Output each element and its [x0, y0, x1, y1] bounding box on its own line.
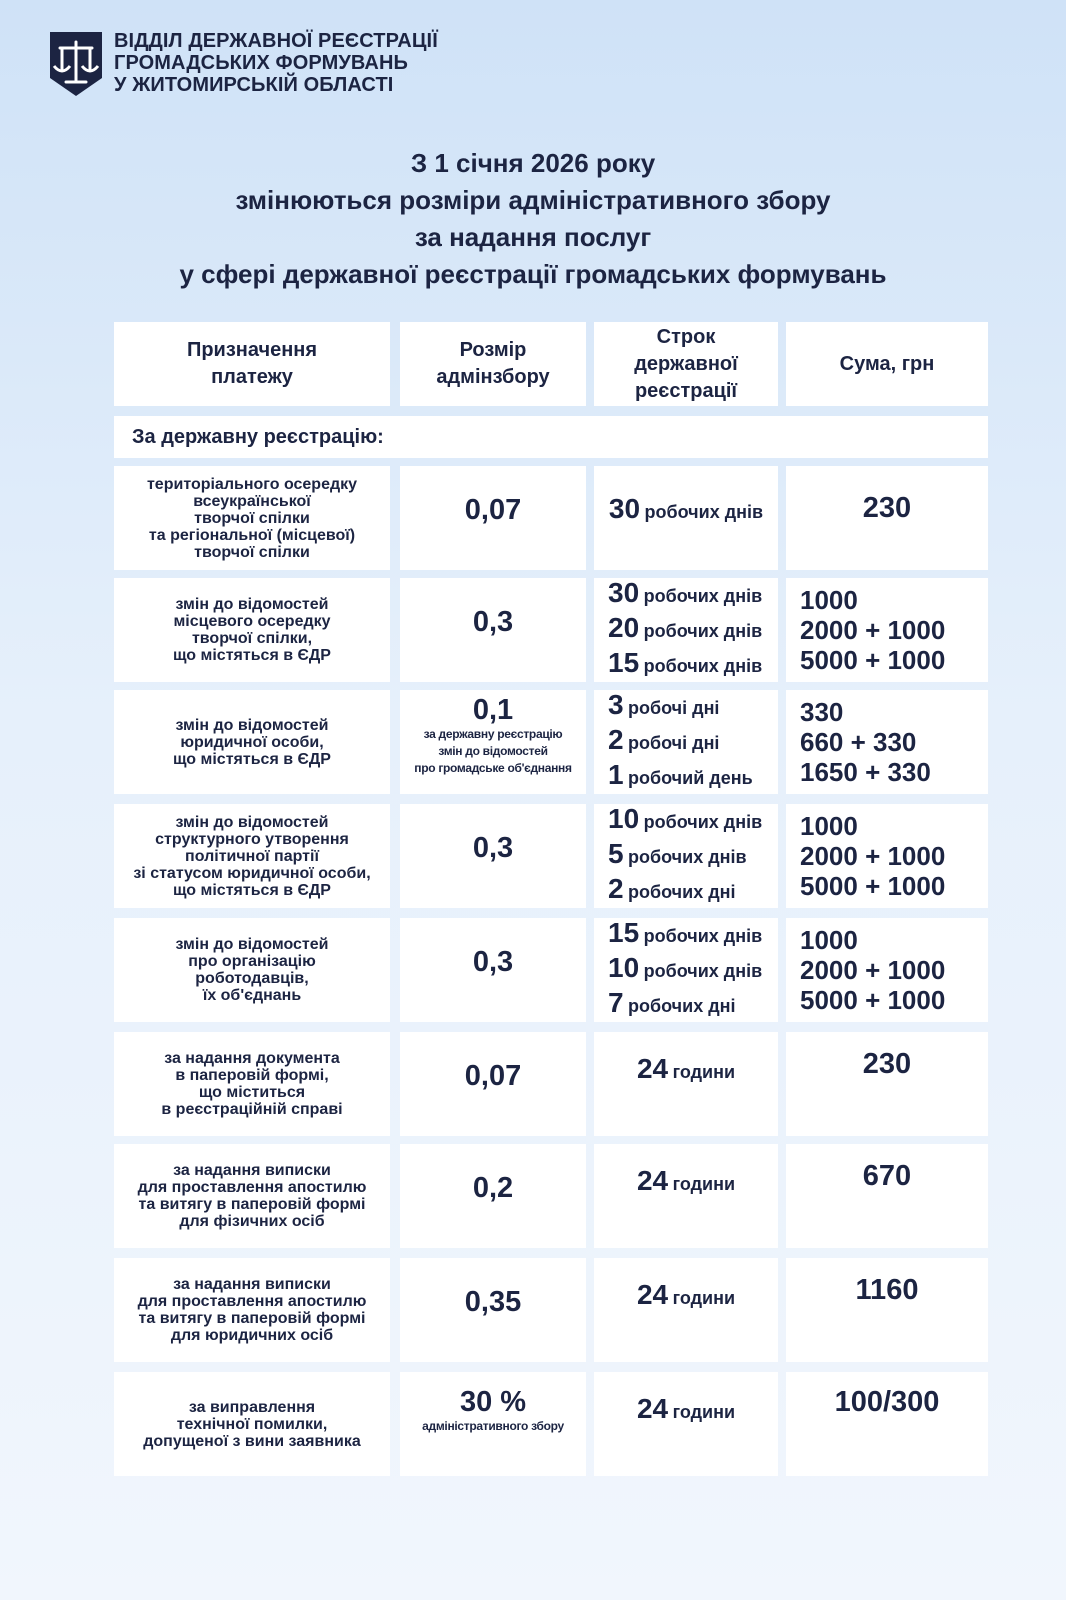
- sum-value: 660 + 330: [800, 727, 917, 757]
- sum-cell: [786, 1258, 988, 1362]
- purpose-cell: [114, 1258, 390, 1362]
- term-line: [608, 690, 719, 725]
- term-unit: робочий день: [628, 767, 753, 788]
- term-number: 20: [608, 611, 640, 643]
- title-line: З 1 січня 2026 року: [410, 148, 656, 178]
- column-header-line: реєстрації: [634, 379, 738, 402]
- purpose-line: що містяться в ЄДР: [173, 647, 331, 664]
- sum-value: 100/300: [834, 1386, 940, 1418]
- purpose-line: за надання виписки: [173, 1162, 331, 1179]
- term-cell: [594, 1372, 778, 1476]
- purpose-cell: [114, 1032, 390, 1136]
- purpose-line: змін до відомостей: [175, 936, 329, 953]
- purpose-line: творчої спілки,: [191, 630, 313, 647]
- term-unit: робочих днів: [628, 846, 747, 867]
- rate-note: про громадське об'єднання: [414, 761, 572, 775]
- purpose-line: місцевого осередку: [173, 613, 331, 630]
- term-cell: [594, 1258, 778, 1362]
- term-unit: робочих днів: [643, 655, 763, 676]
- purpose-cell: [114, 1144, 390, 1248]
- term-unit: робочих дні: [628, 881, 736, 902]
- term-number: 30: [608, 576, 640, 608]
- sum-value: 2000 + 1000: [800, 615, 946, 645]
- term-line: [608, 918, 762, 953]
- term-unit: робочі дні: [628, 732, 720, 753]
- sum-cell: [786, 578, 988, 682]
- term-unit: години: [672, 1288, 736, 1308]
- column-header-line: державної: [634, 352, 738, 375]
- rate-value: 0,1: [472, 694, 514, 726]
- purpose-line: в паперовій формі,: [175, 1067, 329, 1084]
- purpose-cell: [114, 690, 390, 794]
- sum-value: 5000 + 1000: [800, 985, 946, 1015]
- purpose-line: що містяться в ЄДР: [173, 750, 331, 768]
- sum-cell: [786, 1144, 988, 1248]
- sum-cell: [786, 1032, 988, 1136]
- term-number: 15: [608, 646, 640, 678]
- term-number: 24: [636, 1053, 669, 1084]
- page-title: [0, 145, 1066, 293]
- sum-cell: [786, 466, 988, 570]
- column-header: [400, 322, 586, 406]
- term-number: 10: [608, 951, 640, 983]
- purpose-line: та витягу в паперовій формі: [138, 1310, 366, 1327]
- column-header: [786, 322, 988, 406]
- term-line: [608, 648, 762, 683]
- term-unit: години: [672, 1174, 736, 1194]
- organization-name: [114, 30, 438, 96]
- sum-value: 670: [862, 1160, 912, 1192]
- sum-value: 1000: [800, 811, 858, 841]
- sum-value: 330: [800, 697, 844, 727]
- term-number: 30: [608, 493, 641, 524]
- rate-cell: [400, 578, 586, 682]
- sum-value: 1650 + 330: [800, 757, 931, 787]
- purpose-cell: [114, 466, 390, 570]
- rate-cell: [400, 1144, 586, 1248]
- term-number: 2: [608, 723, 624, 755]
- rate-cell: [400, 1372, 586, 1476]
- rate-cell: [400, 690, 586, 794]
- purpose-line: юридичної особи,: [180, 733, 324, 751]
- term-number: 3: [608, 688, 624, 720]
- term-number: 5: [608, 837, 624, 869]
- purpose-line: всеукраїнської: [193, 492, 311, 510]
- title-line: за надання послуг: [414, 222, 652, 252]
- term-line: [637, 1054, 735, 1089]
- sum-value: 1000: [800, 925, 858, 955]
- term-cell: [594, 466, 778, 570]
- term-number: 24: [636, 1165, 669, 1196]
- title-line: у сфері державної реєстрації громадських формувань: [179, 259, 887, 289]
- purpose-cell: [114, 918, 390, 1022]
- sum-cell: [786, 690, 988, 794]
- purpose-line: зі статусом юридичної особи,: [133, 864, 371, 882]
- org-line: ГРОМАДСЬКИХ ФОРМУВАНЬ: [114, 52, 408, 74]
- term-line: [608, 578, 762, 613]
- column-header-line: адмінзбору: [436, 366, 550, 388]
- term-number: 1: [608, 758, 624, 790]
- column-header: [114, 322, 390, 406]
- sum-value: 2000 + 1000: [800, 841, 946, 871]
- rate-cell: [400, 804, 586, 908]
- sum-cell: [786, 1372, 988, 1476]
- purpose-cell: [114, 804, 390, 908]
- term-unit: робочих днів: [643, 811, 763, 832]
- purpose-line: змін до відомостей: [175, 813, 329, 831]
- term-line: [637, 1280, 735, 1315]
- rate-cell: [400, 466, 586, 570]
- rate-cell: [400, 1258, 586, 1362]
- column-header-line: Строк: [656, 325, 716, 348]
- rate-value: 0,2: [472, 1172, 514, 1204]
- purpose-cell: [114, 578, 390, 682]
- rate-value: 0,35: [464, 1286, 522, 1318]
- purpose-line: роботодавців,: [195, 970, 309, 987]
- column-header-line: Сума, грн: [839, 352, 935, 375]
- rate-cell: [400, 918, 586, 1022]
- purpose-line: допущеної з вини заявника: [143, 1432, 361, 1450]
- sum-value: 230: [862, 492, 912, 524]
- purpose-line: що міститься: [198, 1084, 306, 1101]
- term-number: 7: [608, 986, 624, 1018]
- title-line: змінюються розміри адміністративного збору: [235, 185, 831, 215]
- purpose-line: політичної партії: [185, 847, 319, 865]
- sum-cell: [786, 804, 988, 908]
- org-line: У ЖИТОМИРСЬКІЙ ОБЛАСТІ: [114, 74, 394, 96]
- term-line: [608, 874, 736, 909]
- sum-cell: [786, 918, 988, 1022]
- purpose-line: територіального осередку: [146, 475, 358, 493]
- purpose-line: що містяться в ЄДР: [173, 881, 331, 899]
- purpose-line: творчої спілки: [194, 543, 310, 561]
- purpose-line: за надання документа: [164, 1050, 340, 1067]
- purpose-line: їх об'єднань: [202, 987, 302, 1004]
- sum-value: 230: [862, 1048, 912, 1080]
- org-line: ВІДДІЛ ДЕРЖАВНОЇ РЕЄСТРАЦІЇ: [114, 30, 438, 52]
- purpose-line: змін до відомостей: [175, 596, 329, 613]
- term-unit: робочих днів: [643, 925, 763, 946]
- column-header-line: Призначення: [186, 339, 318, 361]
- term-line: [609, 494, 763, 529]
- term-unit: робочих днів: [643, 585, 763, 606]
- purpose-line: змін до відомостей: [175, 716, 329, 734]
- term-unit: робочих днів: [644, 502, 764, 522]
- rate-value: 0,3: [472, 946, 514, 978]
- rate-cell: [400, 1032, 586, 1136]
- term-cell: [594, 690, 778, 794]
- term-line: [608, 613, 762, 648]
- term-number: 24: [636, 1279, 669, 1310]
- purpose-line: в реєстраційній справі: [161, 1101, 343, 1118]
- rate-note: за державну реєстрацію: [423, 727, 563, 741]
- purpose-line: для фізичних осіб: [179, 1213, 325, 1230]
- purpose-line: творчої спілки: [194, 509, 310, 527]
- purpose-line: для проставлення апостилю: [137, 1179, 367, 1196]
- purpose-line: та витягу в паперовій формі: [138, 1196, 366, 1213]
- term-number: 10: [608, 802, 640, 834]
- term-number: 15: [608, 916, 640, 948]
- purpose-cell: [114, 1372, 390, 1476]
- purpose-line: про організацію: [188, 953, 316, 970]
- rate-value: 0,3: [472, 832, 514, 864]
- purpose-line: для юридичних осіб: [170, 1327, 334, 1344]
- term-cell: [594, 918, 778, 1022]
- purpose-line: за надання виписки: [173, 1276, 331, 1293]
- scales-icon: [48, 30, 104, 98]
- term-cell: [594, 1032, 778, 1136]
- term-unit: робочих дні: [628, 995, 736, 1016]
- term-unit: години: [672, 1402, 736, 1422]
- column-header-line: платежу: [211, 366, 293, 388]
- sum-value: 1000: [800, 585, 858, 615]
- purpose-line: та регіональної (місцевої): [148, 526, 356, 544]
- term-unit: робочих днів: [643, 960, 763, 981]
- term-line: [608, 760, 753, 795]
- rate-value: 30 %: [459, 1386, 527, 1418]
- term-line: [637, 1394, 735, 1429]
- rate-value: 0,07: [464, 1060, 522, 1092]
- term-cell: [594, 1144, 778, 1248]
- rate-value: 0,07: [464, 494, 522, 526]
- term-line: [608, 839, 747, 874]
- purpose-line: за виправлення: [188, 1398, 316, 1416]
- term-number: 2: [608, 872, 624, 904]
- term-line: [608, 953, 762, 988]
- rate-note: змін до відомостей: [438, 744, 548, 758]
- purpose-line: для проставлення апостилю: [137, 1293, 367, 1310]
- sum-value: 2000 + 1000: [800, 955, 946, 985]
- column-header-line: Розмір: [459, 339, 527, 361]
- section-label: За державну реєстрацію:: [114, 416, 988, 458]
- term-cell: [594, 578, 778, 682]
- sum-value: 1160: [855, 1274, 919, 1306]
- term-number: 24: [636, 1393, 669, 1424]
- term-line: [608, 725, 719, 760]
- rate-note: адміністративного збору: [422, 1419, 564, 1433]
- header: [48, 30, 438, 98]
- sum-value: 5000 + 1000: [800, 645, 946, 675]
- term-line: [637, 1166, 735, 1201]
- term-unit: години: [672, 1062, 736, 1082]
- term-line: [608, 988, 736, 1023]
- term-unit: робочі дні: [628, 697, 720, 718]
- term-line: [608, 804, 762, 839]
- rate-value: 0,3: [472, 606, 514, 638]
- term-unit: робочих днів: [643, 620, 763, 641]
- sum-value: 5000 + 1000: [800, 871, 946, 901]
- purpose-line: технічної помилки,: [176, 1415, 328, 1433]
- purpose-line: структурного утворення: [155, 830, 349, 848]
- column-header: [594, 322, 778, 406]
- term-cell: [594, 804, 778, 908]
